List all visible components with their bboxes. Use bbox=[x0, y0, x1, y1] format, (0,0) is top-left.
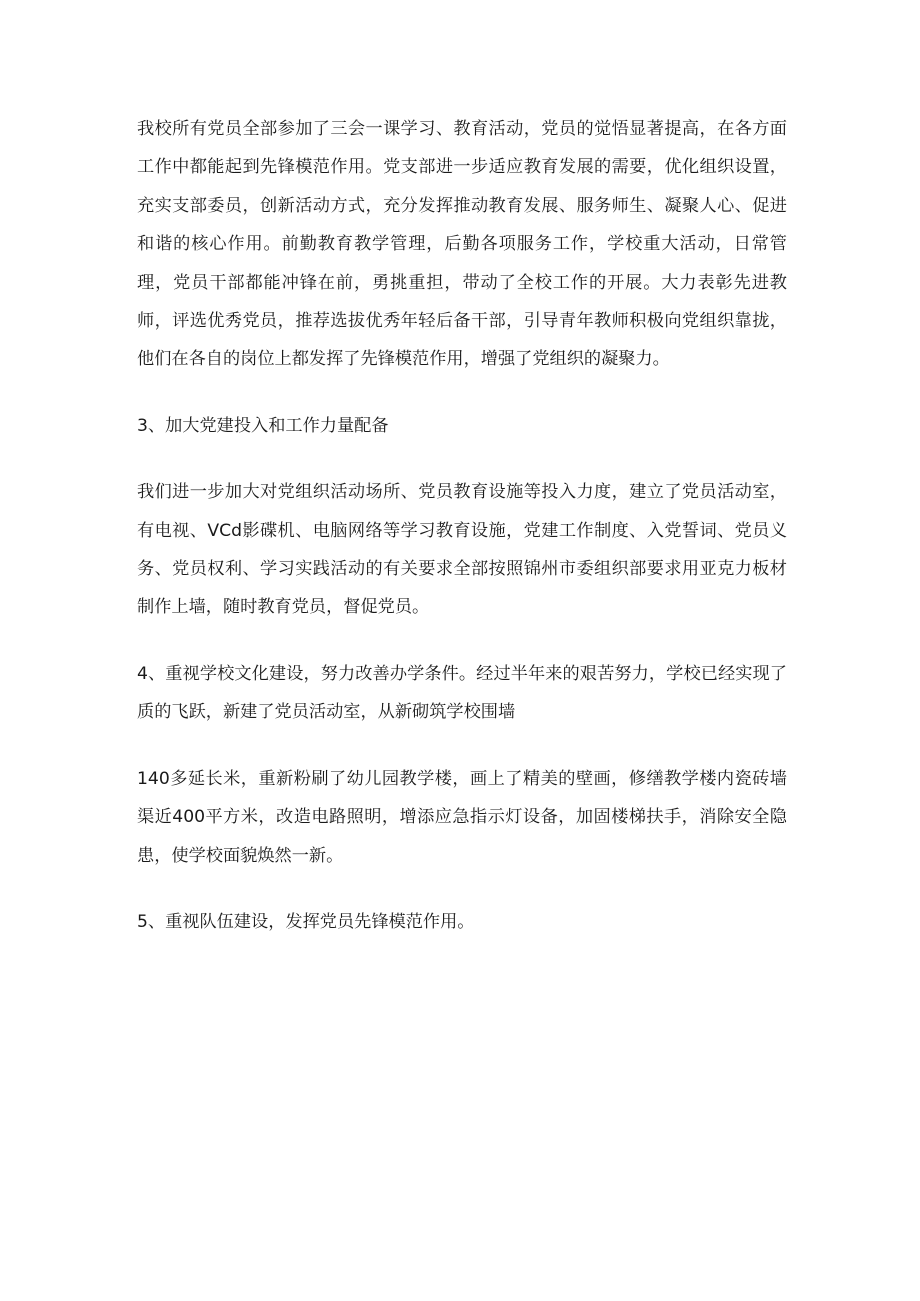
paragraph-school-culture: 4、重视学校文化建设，努力改善办学条件。经过半年来的艰苦努力，学校已经实现了质的飞跃，新建了党员活动室，从新砌筑学校围墙 bbox=[137, 663, 787, 723]
paragraph-activity-room: 我们进一步加大对党组织活动场所、党员教育设施等投入力度，建立了党员活动室，有电视、VCd影碟机、电脑网络等学习教育设施，党建工作制度、入党誓词、党员义务、党员权利、学习实践活动的有关要求全部按照锦州市委组织部要求用亚克力板材制作上墙，随时教育党员，督促党员。 bbox=[137, 482, 788, 618]
heading-team-building: 5、重视队伍建设，发挥党员先锋模范作用。 bbox=[137, 911, 475, 932]
paragraph-gap bbox=[137, 379, 787, 407]
paragraph-gap bbox=[137, 445, 787, 473]
paragraph-gap bbox=[137, 875, 787, 903]
paragraph-gap bbox=[137, 627, 787, 655]
paragraph-renovation: 140多延长米，重新粉刷了幼儿园教学楼，画上了精美的壁画，修缮教学楼内瓷砖墙渠近400平方米，改造电路照明，增添应急指示灯设备，加固楼梯扶手，消除安全隐患，使学校面貌焕然一新。 bbox=[137, 768, 787, 866]
paragraph-gap bbox=[137, 732, 787, 760]
heading-party-building-investment: 3、加大党建投入和工作力量配备 bbox=[137, 415, 389, 436]
document-body bbox=[137, 110, 787, 941]
paragraph-party-members-role: 我校所有党员全部参加了三会一课学习、教育活动，党员的觉悟显著提高，在各方面工作中都能起到先锋模范作用。党支部进一步适应教育发展的需要，优化组织设置，充实支部委员，创新活动方式，充分发挥推动教育发展、服务师生、凝聚人心、促进和谐的核心作用。前勤教育教学管理，后勤各项服务工作，学校重大活动，日常管理，党员干部都能冲锋在前，勇挑重担，带动了全校工作的开展。大力表彰先进教师，评选优秀党员，推荐选拔优秀年轻后备干部，引导青年教师积极向党组织靠拢，他们在各自的岗位上都发挥了先锋模范作用，增强了党组织的凝聚力。 bbox=[137, 119, 787, 370]
